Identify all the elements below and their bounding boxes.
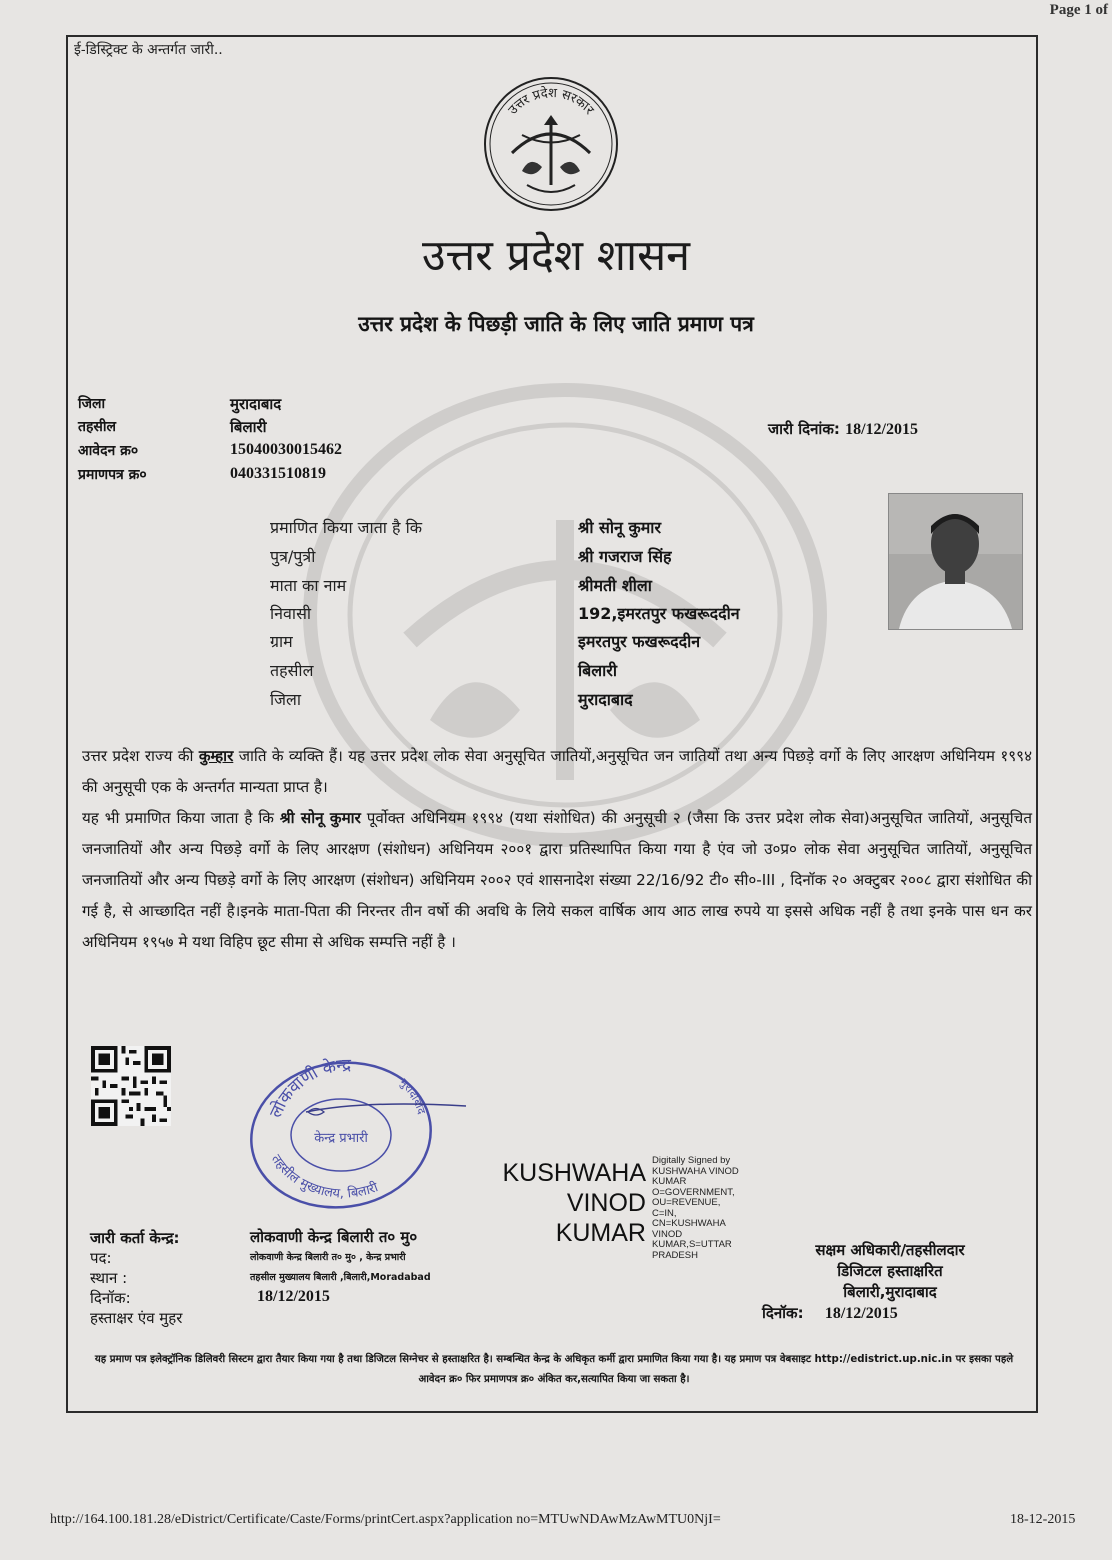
- certificate-no-label: प्रमाणपत्र क्र०: [78, 467, 147, 483]
- verification-disclaimer: यह प्रमाण पत्र इलेक्ट्रॉनिक डिलिवरी सिस्टम द्वारा तैयार किया गया है तथा डिजिटल सिग्नेचर से हस्ताक्षरित है। सम्बन्धित केन्द्र के अधिकृत कर्मी द्वारा प्रमाणित किया गया है। यह प्रमाण पत्र वेबसाइट http://edistrict.up.nic.in पर इसका पहले आवेदन क्र० फिर प्रमाणपत्र क्र० अंकित कर,सत्यापित किया जा सकता है।: [94, 1354, 1014, 1385]
- sig-detail: Digitally Signed by: [652, 1155, 731, 1166]
- signer-line-3: KUMAR: [555, 1219, 646, 1247]
- seal-top-text: लोकवाणी केन्द्र: [265, 1055, 352, 1122]
- tehsil-value: बिलारी: [230, 418, 267, 436]
- certificate-title: उत्तर प्रदेश शासन: [421, 231, 691, 281]
- issuer-center-label: जारी कर्ता केन्द्र:: [90, 1229, 180, 1247]
- issue-date-value: 18/12/2015: [845, 421, 918, 438]
- application-no-value: 15040030015462: [230, 441, 342, 458]
- svg-text:मुरादाबाद: [397, 1076, 428, 1116]
- body-part-4: पूर्वोक्त अधिनियम १९९४ (यथा संशोधित) की अनुसूची २ (जैसा कि उत्तर प्रदेश लोक सेवा)अनुसूचित जातियों, अनुसूचित जनजातियों और अन्य पिछड़े वर्गो के लिए आरक्षण (संशोधन) अधिनियम २००१ द्वारा प्रतिस्थापित किया गया है एंव जो उ०प्र० लोक सेवा अनुसूचित जातियों, अनुसूचित जनजातियों और अन्य पिछड़े वर्गो के लिए आरक्षण (संशोधन) अधिनियम २००२ एवं शासनादेश संख्या 22/16/92 टी० सी०-III , दिनॉक २० अक्टुबर २००८ द्वारा संशोधित की गई है, से आच्छादित नहीं है।इनके माता-पिता की निरन्तर तीन वर्षो की अवधि के लिये सकल वार्षिक आय आठ लाख रुपये या इससे अधिक नहीं है तथा इनके पास धन कर अधिनियम १९५७ मे यथा विहिप छूट सीमा से अधिक सम्पत्ति नहीं है ।: [82, 809, 1032, 951]
- signer-line-1: KUSHWAHA: [502, 1159, 646, 1187]
- sig-detail: PRADESH: [652, 1249, 698, 1261]
- certificate-body: [82, 741, 1032, 958]
- seal-right-text: मुरादाबाद: [397, 1075, 429, 1116]
- holder-name: श्री सोनू कुमार: [578, 518, 661, 537]
- sig-detail: VINOD: [652, 1228, 683, 1240]
- body-part-2: जाति के व्यक्ति हैं। यह उत्तर प्रदेश लोक सेवा अनुसूचित जातियों,अनुसूचित जन जातियों तथा अन्य पिछड़े वर्गो के लिए आरक्षण अधिनियम १९९४ की अनुसूची एक के अन्तर्गत मान्यता प्राप्त है।: [82, 747, 1032, 796]
- issue-date: [768, 419, 918, 439]
- field-district-label: जिला: [270, 690, 302, 709]
- village-label: ग्राम: [270, 632, 293, 651]
- svg-text:उत्तर प्रदेश सरकार: [506, 85, 597, 118]
- sig-detail: O=GOVERNMENT,: [652, 1186, 735, 1198]
- post-label: पद:: [90, 1249, 112, 1267]
- signer-line-2: VINOD: [566, 1189, 646, 1217]
- digital-signature-details: [652, 1156, 772, 1261]
- sig-detail: KUMAR: [652, 1176, 687, 1187]
- field-tehsil-value: बिलारी: [578, 661, 617, 680]
- field-district-value: मुरादाबाद: [578, 690, 633, 709]
- authority-date: [762, 1303, 898, 1323]
- certificate-no-value: 040331510819: [230, 465, 326, 482]
- digital-signature-name: [488, 1158, 646, 1248]
- caste-name: कुम्हार: [198, 747, 234, 765]
- application-no-label: आवेदन क्र०: [78, 443, 139, 459]
- authority-date-label: दिनॉक:: [762, 1304, 804, 1322]
- holder-photo: [888, 493, 1023, 630]
- village-value: इमरतपुर फखरूददीन: [578, 632, 701, 651]
- place-value: तहसील मुख्यालय बिलारी ,बिलारी,Moradabad: [250, 1272, 431, 1283]
- authority-date-value: 18/12/2015: [824, 1305, 898, 1322]
- competent-authority: [760, 1240, 1020, 1303]
- sig-detail: C=IN,: [652, 1207, 677, 1219]
- up-government-emblem: [482, 75, 620, 213]
- sig-detail: KUSHWAHA VINOD: [652, 1165, 739, 1177]
- place-label: स्थान :: [90, 1269, 128, 1287]
- emblem-text: उत्तर प्रदेश सरकार: [505, 85, 597, 118]
- tehsil-label: तहसील: [78, 419, 116, 435]
- resident-value: 192,इमरतपुर फखरूददीन: [578, 604, 740, 623]
- district-value: मुरादाबाद: [230, 395, 282, 413]
- sign-seal-label: हस्ताक्षर एंव मुहर: [90, 1309, 183, 1327]
- sig-detail: KUMAR,S=UTTAR: [652, 1239, 732, 1250]
- body-holder-name: श्री सोनू कुमार: [279, 809, 361, 827]
- post-value: लोकवाणी केन्द्र बिलारी त० मु० , केन्द्र प्रभारी: [250, 1252, 406, 1263]
- seal-bottom-text: तहसील मुख्यालय, बिलारी: [268, 1152, 381, 1202]
- print-url: http://164.100.181.28/eDistrict/Certificate/Caste/Forms/printCert.aspx?application no=MTUwNDAwMzAwMTU0NjI=: [50, 1512, 721, 1527]
- authority-digital: डिजिटल हस्ताक्षरित: [837, 1262, 943, 1280]
- resident-label: निवासी: [270, 604, 312, 623]
- field-tehsil-label: तहसील: [270, 661, 314, 680]
- issued-under-note: ई-डिस्ट्रिक्ट के अन्तर्गत जारी..: [74, 42, 223, 58]
- issue-date-label: जारी दिनांक:: [768, 420, 840, 438]
- issuer-date-value: 18/12/2015: [257, 1288, 330, 1305]
- mother-name: श्रीमती शीला: [578, 576, 652, 595]
- seal-center-text: केन्द्र प्रभारी: [314, 1131, 368, 1146]
- print-date: 18-12-2015: [1010, 1512, 1076, 1527]
- page-number: Page 1 of: [1049, 2, 1108, 18]
- father-name: श्री गजराज सिंह: [578, 547, 672, 566]
- issuer-center-value: लोकवाणी केन्द्र बिलारी त० मु०: [250, 1228, 418, 1246]
- body-part-1: उत्तर प्रदेश राज्य की: [82, 747, 199, 765]
- parent-label: पुत्र/पुत्री: [270, 547, 316, 566]
- qr-code: [90, 1046, 172, 1126]
- mother-label: माता का नाम: [270, 576, 347, 595]
- sig-detail: OU=REVENUE,: [652, 1197, 721, 1208]
- body-part-3: यह भी प्रमाणित किया जाता है कि: [82, 809, 280, 827]
- issuer-date-label: दिनॉक:: [90, 1289, 131, 1307]
- sig-detail: CN=KUSHWAHA: [652, 1218, 726, 1229]
- certificate-subtitle: उत्तर प्रदेश के पिछड़ी जाति के लिए जाति प्रमाण पत्र: [358, 312, 754, 336]
- authority-place: बिलारी,मुरादाबाद: [843, 1283, 937, 1301]
- district-label: जिला: [78, 396, 106, 412]
- lokvani-kendra-seal: [246, 1050, 472, 1210]
- authority-title: सक्षम अधिकारी/तहसीलदार: [815, 1241, 965, 1259]
- certified-label: प्रमाणित किया जाता है कि: [270, 518, 423, 537]
